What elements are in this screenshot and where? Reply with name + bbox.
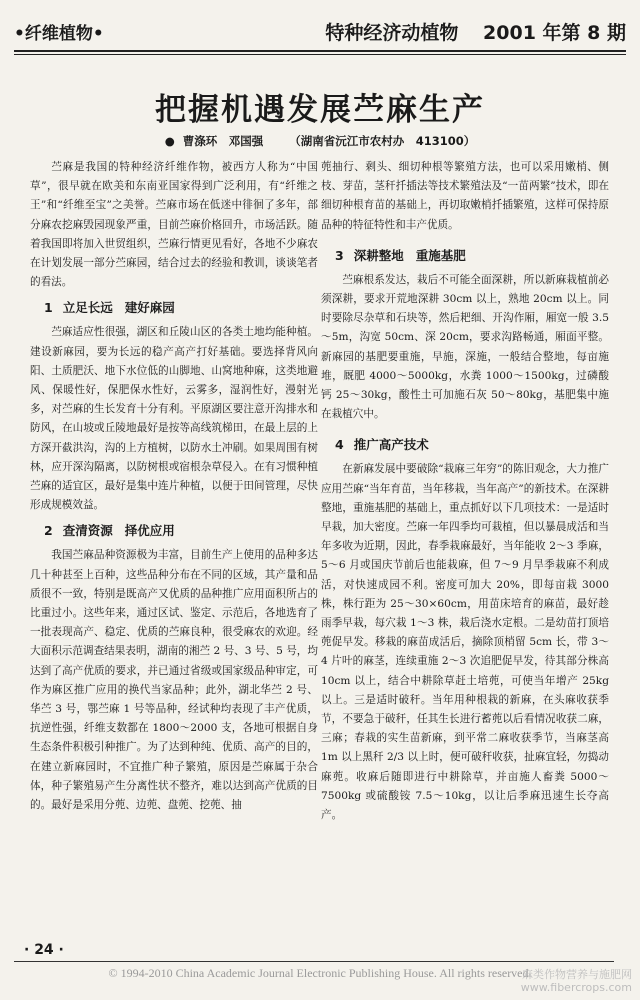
bullet-icon: ● [164, 134, 175, 148]
section-1-paragraph: 苎麻适应性很强，湖区和丘陵山区的各类土地均能种植。建设新麻园，要为长远的稳产高产打好基础。要选择背风向阳、土质肥沃、地下水位低的山脚地、山窝地种麻，这类地避风、保暖性好，保肥保水性好，云雾多，湿润性好，漫射光多，对苎麻的生长发育十分有利。平原湖区要注意开沟排水和防风，在山坡或丘陵地最好是按等高线筑梯田，在最上层的上方深开截洪沟，沟的上方植树，以防水土冲刷。如果周围有树林，应开深沟隔离，以防树根或宿根杂草侵入。在有习惯种植苎麻的适宜区，最好是集中连片种植，以便于田间管理，尽快形成规模效益。 [30, 326, 318, 512]
byline [0, 133, 640, 149]
footer-rule [14, 961, 614, 962]
section-4-paragraph: 在新麻发展中要破除“栽麻三年穷”的陈旧观念，大力推广应用苎麻“当年育苗，当年移栽，当年高产”的新技术。在深耕整地，重施基肥的基础上，重点抓好以下几项技术：一是适时早栽，加大密度。苎麻一年四季均可栽植，但以暴晨成活和当年多收为近期，因此，春季栽麻最好，当年能收 2～3 季麻，5～6 月或国庆节前后也能栽麻，但 7～9 月旱季栽麻不利成活，对快速成园不利。密度可加大 20%，即每亩栽 3000 株，株行距为 25～30×60cm，用苗床培育的麻苗，最好趁雨季早栽，每穴栽 1～3 株，栽后浇水定根。二是幼苗打顶培蔸促早发。移栽的麻苗成活后，摘除顶梢留 5cm 长，带 3～4 片叶的麻茎，连续重施 2～3 次追肥促早发，待其部分株高 10cm 以上，结合中耕除草赶土培蔸，可使当年增产 25kg 以上。三是适时破秆。当年用种根栽的新麻，在头麻收获季节，不要急于破秆，任其生长进行蓄蔸以后看情况收获二麻，三麻；春栽的实生苗新麻，到平常二麻收获季节，当麻茎高 1m 以上黑秆 2/3 以上时，便可破秆收获，扯麻宜轻，勿捣动麻蔸。收麻后随即进行中耕除草，并亩施人畜粪 5000～7500kg 或硫酸铵 7.5～10kg，以让后季麻迅速生长夺高产。 [321, 463, 609, 822]
watermark-line-2: www.fibercrops.com [520, 981, 632, 994]
journal-name: 特种经济动植物 [325, 21, 459, 44]
section-label: •纤维植物• [14, 23, 104, 44]
section-2-paragraph: 我国苎麻品种资源极为丰富，目前生产上使用的品种多达几十种甚至上百种，这些品种分布在不同的区域，其产量和品质很不一致，特别是既高产又优质的品种推广应用面积所占的比重过小。这些年来，通过区试、鉴定、示范后，各地选育了一批表现高产、稳定、优质的苎麻良种，很受麻农的欢迎。经大面积示范调查结果表明，湖南的湘苎 2 号、3 号、5 号，均达到了高产优质的要求，并已通过省级或国家级品种审定，可作为麻区推广应用的换代当家品种；此外，湖北华苎 2 号、华苎 3 号，鄂苎麻 1 号等品种，经试种均表现了丰产优质，抗逆性强，纤维支数都在 1800～2000 支，各地可根据自身生态条件积极引种推广。为了达到种纯、优质、高产的目的，在建立新麻园时，不宜推广种子繁殖，原因是苎麻属于杂合体，种子繁殖易产生分离性状不整齐，难以达到高产优质的目的。最好是采用分蔸、边蔸、盘蔸、挖蔸、抽 [30, 549, 318, 812]
section-3-paragraph: 苎麻根系发达，栽后不可能全面深耕，所以新麻栽植前必须深耕，要求开荒地深耕 30cm 以上，熟地 20cm 以上。同时要除尽杂草和石块等，然后耙细、开沟作厢，厢宽一般 3.5～5m，沟宽 50cm、深 20cm，要求沟路畅通，厢面平整。新麻园的基肥要重施，早施，深施，一般结合整地，每亩施堆，厩肥 4000～5000kg，水粪 1000～1500kg，过磷酸钙 25～30kg，酸性土可加施石灰 50～80kg，基肥集中施在栽植穴中。 [321, 273, 609, 421]
running-header [14, 16, 626, 46]
issue-label: 2001 年第 8 期 [483, 21, 626, 44]
left-column [30, 158, 318, 918]
page-number: · 24 · [24, 942, 64, 958]
right-column [321, 158, 609, 918]
section-heading-1: 1 立足长远 建好麻园 [44, 300, 175, 316]
affiliation: （湖南省沅江市农村办 413100） [289, 134, 476, 148]
header-rule-thick [14, 50, 626, 52]
intro-paragraph: 苎麻是我国的特种经济纤维作物，被西方人称为“中国草”，很早就在欧美和东南亚国家得到广泛利用，有“纤维之王”和“纤维至宝”之美誉。苎麻市场在低迷中徘徊了多年，部分麻农挖麻毁园现象严重，目前苎麻价格回升，市场活跃。随着我国即将加入世贸组织，苎麻行情更见看好，各地不少麻农在计划发展一部分苎麻园，结合过去的经验和教训，谈谈笔者的看法。 [30, 161, 318, 289]
copyright-footer: © 1994-2010 China Academic Journal Electronic Publishing House. All rights reserved. [108, 966, 532, 980]
authors: 曹涤环 邓国强 [182, 134, 264, 148]
article-title: 把握机遇发展苎麻生产 [155, 92, 485, 128]
section-heading-2: 2 查清资源 择优应用 [44, 523, 175, 539]
journal-issue [325, 18, 626, 45]
watermark [521, 968, 632, 994]
header-rule-thin [14, 54, 626, 55]
watermark-line-1: 麻类作物营养与施肥网 [522, 968, 632, 981]
section-heading-4: 4 推广高产技术 [335, 437, 429, 453]
section-heading-3: 3 深耕整地 重施基肥 [335, 247, 466, 263]
section-2-continued: 蔸抽行、剩头、细切种根等繁殖方法，也可以采用嫩梢、侧枝、芽苗，茎秆扦插法等技术繁殖法及“一苗两繁”技术，即在细切种根育苗的基础上，再切取嫩梢扦插繁殖，这样可保持原品种的特征特性和丰产优质。 [321, 161, 609, 231]
